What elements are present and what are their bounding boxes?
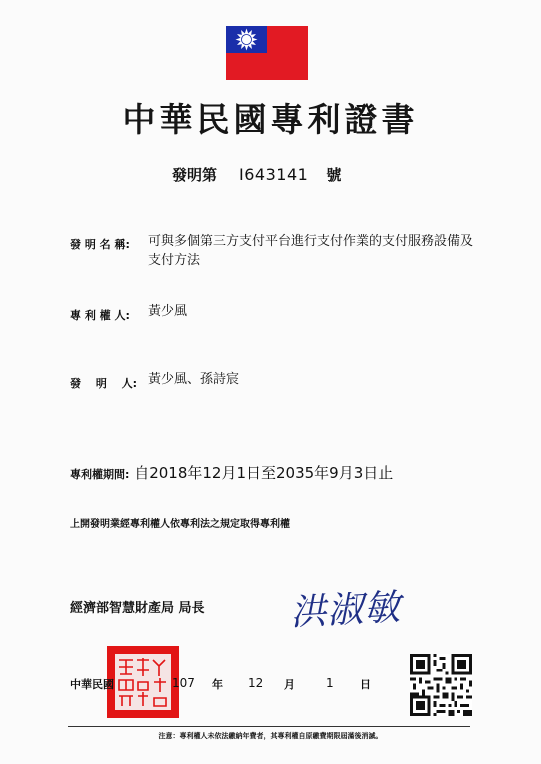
official-seal-icon [107,646,179,718]
issue-date-day: 1 [326,676,334,690]
qr-code-icon [410,654,472,716]
issue-date-month-unit: 月 [284,678,295,691]
certificate-title: 中華民國專利證書 [122,100,419,139]
issue-date-month: 12 [248,676,264,690]
patent-number-suffix: 號 [326,166,342,184]
issue-date-year-unit: 年 [212,678,223,691]
patentee-label: 專 利 權 人: [70,309,130,322]
roc-flag-icon [226,26,308,80]
inventor-value: 黃少風、孫詩宸 [148,372,240,387]
patent-number: I643141 [239,165,309,184]
annuity-notice: 注意：專利權人未依法繳納年費者，其專利權自原繳費期限屆滿後消滅。 [158,732,383,740]
invention-title-label: 發 明 名 稱: [70,238,130,251]
patent-term-label: 專利權期間: [70,468,130,481]
grant-statement: 上開發明業經專利權人依專利法之規定取得專利權 [70,519,290,530]
inventor-label: 發 明 人: [70,377,138,390]
issuer-title: 經濟部智慧財產局 局長 [70,601,205,616]
issue-date-year: 107 [172,676,195,690]
patent-term-line [70,462,393,483]
patent-number-line [172,164,341,185]
patentee-value: 黃少風 [148,304,188,319]
patent-number-prefix: 發明第 [172,166,218,184]
invention-title-value: 可與多個第三方支付平台進行支付作業的支付服務設備及支付方法 [148,234,474,268]
issue-date-era: 中華民國 [70,678,114,691]
notice-divider [68,726,470,727]
patent-term-value: 自2018年12月1日至2035年9月3日止 [134,464,394,482]
director-signature: 洪淑敏 [289,587,403,634]
issue-date-day-unit: 日 [360,678,371,691]
